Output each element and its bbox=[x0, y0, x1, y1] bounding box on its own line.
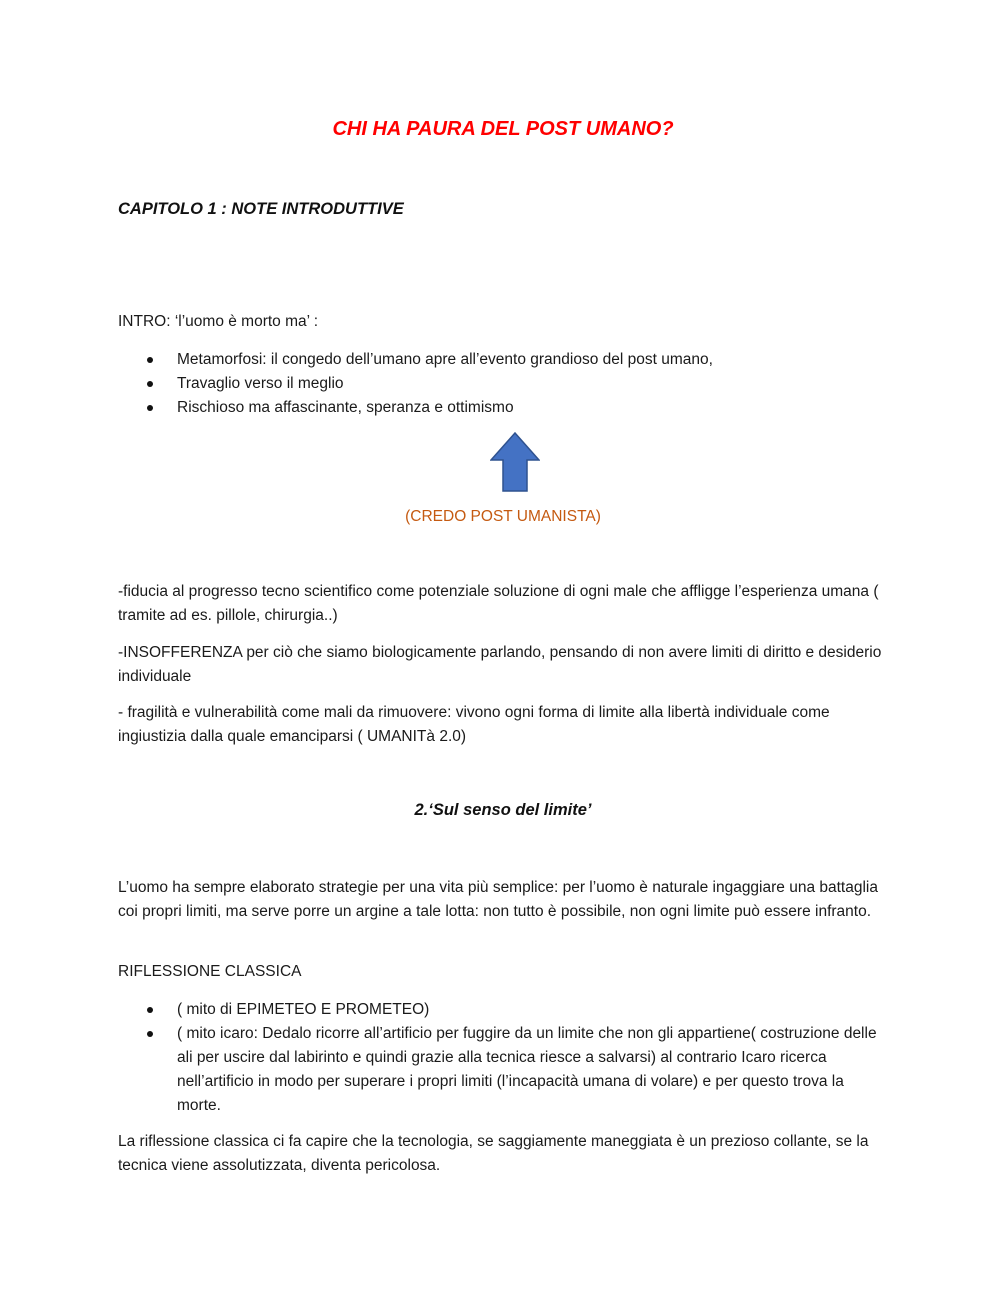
list-item: ( mito di EPIMETEO E PROMETEO) bbox=[118, 998, 888, 1022]
paragraph-limite: L’uomo ha sempre elaborato strategie per una vita più semplice: per l’uomo è naturale ingaggiare una battaglia coi propri limiti, ma serve porre un argine a tale lotta: non tutto è possibile, non ogni limite può essere infranto. bbox=[118, 879, 878, 920]
intro-line: INTRO: ‘l’uomo è morto ma’ : bbox=[118, 313, 319, 330]
chapter-heading: CAPITOLO 1 : NOTE INTRODUTTIVE bbox=[118, 200, 404, 218]
credo-label: (CREDO POST UMANISTA) bbox=[405, 508, 601, 525]
paragraph-insofferenza: -INSOFFERENZA per ciò che siamo biologicamente parlando, pensando di non avere limiti di diritto e desiderio individuale bbox=[118, 644, 882, 685]
riflessione-bullet-list bbox=[118, 998, 888, 1118]
document-title: CHI HA PAURA DEL POST UMANO? bbox=[332, 118, 674, 140]
paragraph-fiducia: -fiducia al progresso tecno scientifico come potenziale soluzione di ogni male che affligge l’esperienza umana ( tramite ad es. pillole, chirurgia..) bbox=[118, 583, 879, 624]
list-item: ( mito icaro: Dedalo ricorre all’artificio per fuggire da un limite che non gli appartiene( costruzione delle ali per uscire dal labirinto e quindi grazie alla tecnica riesce a salvarsi) al contrario Icaro ricerca nell’artificio in modo per superare i propri limiti (l’incapacità umana di volare) e per questo trova la morte. bbox=[118, 1022, 888, 1118]
list-item: Travaglio verso il meglio bbox=[118, 372, 888, 396]
document-page bbox=[118, 0, 888, 1294]
list-item: Metamorfosi: il congedo dell’umano apre all’evento grandioso del post umano, bbox=[118, 348, 888, 372]
list-item: Rischioso ma affascinante, speranza e ottimismo bbox=[118, 396, 888, 420]
paragraph-fragilita: - fragilità e vulnerabilità come mali da rimuovere: vivono ogni forma di limite alla libertà individuale come ingiustizia dalla quale emanciparsi ( UMANITà 2.0) bbox=[118, 704, 830, 745]
section-heading: 2.‘Sul senso del limite’ bbox=[414, 801, 592, 819]
paragraph-conclusion: La riflessione classica ci fa capire che la tecnologia, se saggiamente maneggiata è un prezioso collante, se la tecnica viene assolutizzata, diventa pericolosa. bbox=[118, 1133, 869, 1174]
intro-bullet-list bbox=[118, 348, 888, 420]
up-arrow-icon bbox=[490, 432, 540, 492]
riflessione-heading: RIFLESSIONE CLASSICA bbox=[118, 963, 302, 980]
